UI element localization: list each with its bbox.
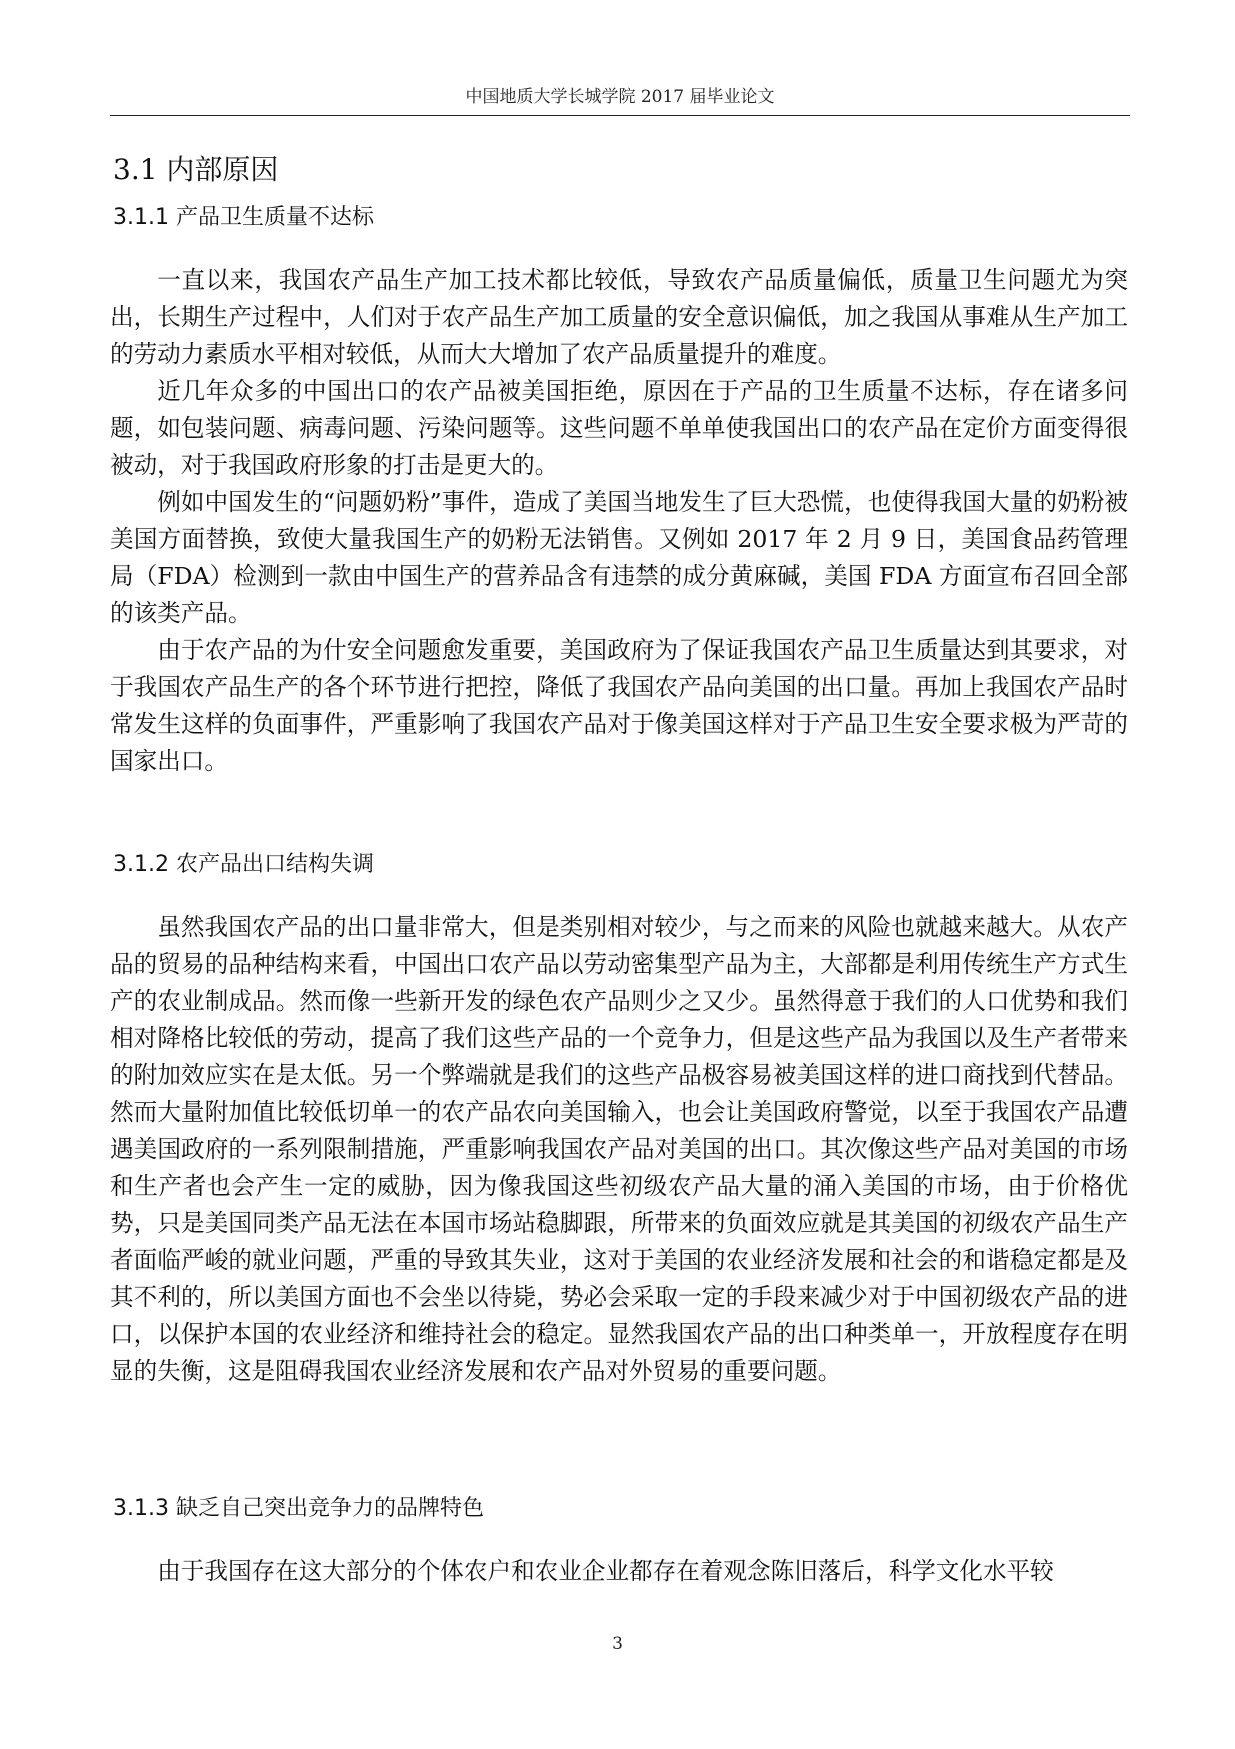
- paragraph: 虽然我国农产品的出口量非常大，但是类别相对较少，与之而来的风险也就越来越大。从农产品的贸易的品种结构来看，中国出口农产品以劳动密集型产品为主，大部都是利用传统生产方式生产的农业制成品。然而像一些新开发的绿色农产品则少之又少。虽然得意于我们的人口优势和我们相对降格比较低的劳动，提高了我们这些产品的一个竞争力，但是这些产品为我国以及生产者带来的附加效应实在是太低。另一个弊端就是我们的这些产品极容易被美国这样的进口商找到代替品。然而大量附加值比较低切单一的农产品农向美国输入，也会让美国政府警觉，以至于我国农产品遭遇美国政府的一系列限制措施，严重影响我国农产品对美国的出口。其次像这些产品对美国的市场和生产者也会产生一定的威胁，因为像我国这些初级农产品大量的涌入美国的市场，由于价格优势，只是美国同类产品无法在本国市场站稳脚跟，所带来的负面效应就是其美国的初级农产品生产者面临严峻的就业问题，严重的导致其失业，这对于美国的农业经济发展和社会的和谐稳定都是及其不利的，所以美国方面也不会坐以待毙，势必会采取一定的手段来减少对于中国初级农产品的进口，以保护本国的农业经济和维持社会的稳定。显然我国农产品的出口种类单一，开放程度存在明显的失衡，这是阻碍我国农业经济发展和农产品对外贸易的重要问题。: [110, 913, 1128, 1385]
- paragraph: 一直以来，我国农产品生产加工技术都比较低，导致农产品质量偏低，质量卫生问题尤为突出，长期生产过程中，人们对于农产品生产加工质量的安全意识偏低，加之我国从事难从生产加工的劳动力素质水平相对较低，从而大大增加了农产品质量提升的难度。: [110, 266, 1128, 368]
- paragraph: 由于农产品的为什安全问题愈发重要，美国政府为了保证我国农产品卫生质量达到其要求，对于我国农产品生产的各个环节进行把控，降低了我国农产品向美国的出口量。再加上我国农产品时常发生这样的负面事件，严重影响了我国农产品对于像美国这样对于产品卫生安全要求极为严苛的国家出口。: [110, 636, 1128, 775]
- section-title: 3.1 内部原因: [113, 153, 279, 186]
- page-number: 3: [612, 1634, 623, 1654]
- subsection-title-3-1-2: 3.1.2 农产品出口结构失调: [113, 852, 374, 877]
- subsection-title-3-1-1: 3.1.1 产品卫生质量不达标: [113, 205, 374, 230]
- paragraph: 近几年众多的中国出口的农产品被美国拒绝，原因在于产品的卫生质量不达标，存在诸多问题，如包装问题、病毒问题、污染问题等。这些问题不单单使我国出口的农产品在定价方面变得很被动，对于我国政府形象的打击是更大的。: [110, 377, 1128, 479]
- header-rule: [110, 115, 1130, 116]
- subsection-title-3-1-3: 3.1.3 缺乏自己突出竞争力的品牌特色: [113, 1496, 484, 1521]
- paragraph: 例如中国发生的“问题奶粉”事件，造成了美国当地发生了巨大恐慌，也使得我国大量的奶粉被美国方面替换，致使大量我国生产的奶粉无法销售。又例如 2017 年 2 月 9 日，美国食品药管理局（FDA）检测到一款由中国生产的营养品含有违禁的成分黄麻碱，美国 FDA 方面宣布召回全部的该类产品。: [110, 488, 1128, 627]
- running-header: 中国地质大学长城学院 2017 届毕业论文: [465, 87, 775, 107]
- paragraph: 由于我国存在这大部分的个体农户和农业企业都存在着观念陈旧落后，科学文化水平较: [157, 1557, 1054, 1585]
